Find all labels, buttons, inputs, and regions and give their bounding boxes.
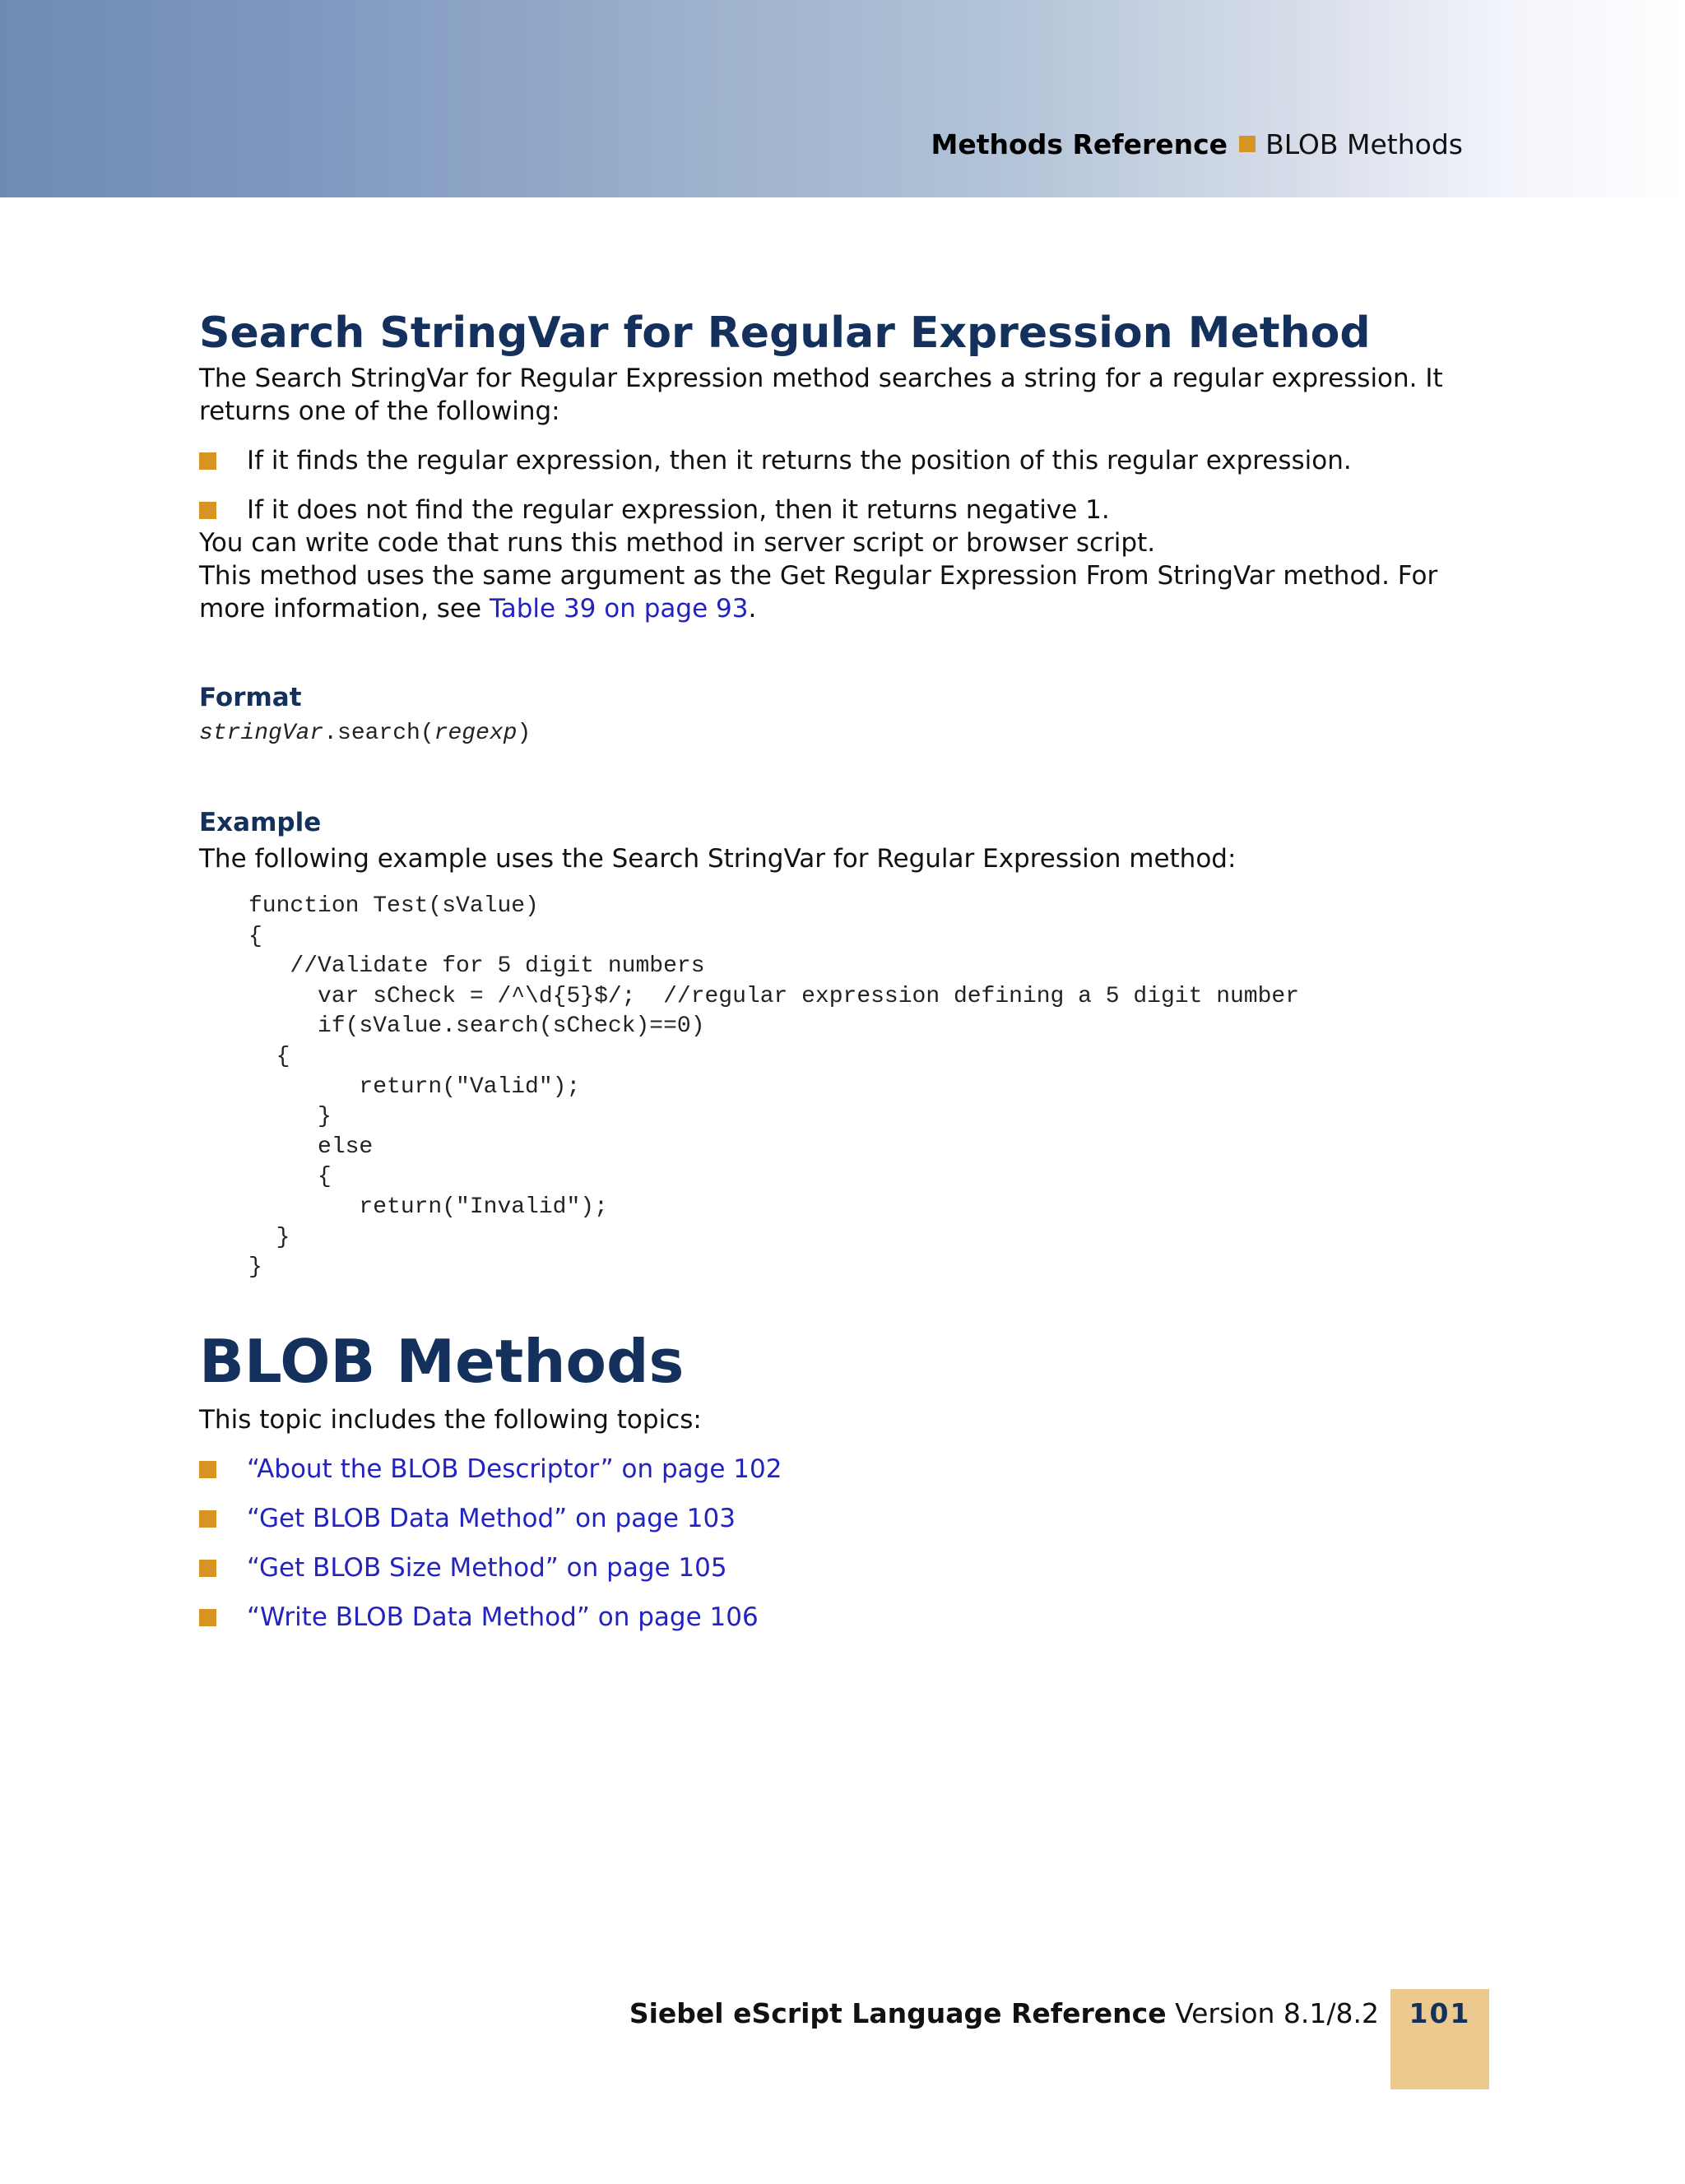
blob-intro: This topic includes the following topics: — [199, 1404, 702, 1435]
format-method: .search( — [323, 721, 434, 746]
page-content — [199, 304, 1499, 1634]
bullet-square-icon — [199, 1609, 216, 1626]
argument-paragraph — [199, 559, 1499, 625]
bullet-square-icon — [199, 502, 216, 519]
bullet-square-icon — [199, 1560, 216, 1577]
bullet-square-icon — [199, 452, 216, 470]
footer-version: Version 8.1/8.2 — [1175, 1997, 1379, 2029]
method-intro: The Search StringVar for Regular Expression method searches a string for a regular expression. It returns one of the following: — [199, 364, 1443, 426]
format-argument: regexp — [434, 721, 518, 746]
table-39-link[interactable]: Table 39 on page 93 — [489, 594, 749, 624]
header-chapter: Methods Reference — [931, 128, 1228, 160]
running-footer — [629, 1996, 1379, 2031]
footer-book-title: Siebel eScript Language Reference — [629, 1997, 1167, 2029]
get-blob-data-link[interactable]: “Get BLOB Data Method” on page 103 — [247, 1503, 736, 1533]
list-item — [199, 444, 1499, 477]
server-script-paragraph: You can write code that runs this method in server script or browser script. — [199, 528, 1156, 558]
list-item-text: If it finds the regular expression, then it returns the position of this regular expression. — [247, 446, 1352, 475]
blob-descriptor-link[interactable]: “About the BLOB Descriptor” on page 102 — [247, 1454, 782, 1484]
page-header-band — [0, 0, 1685, 197]
list-item — [199, 1551, 1499, 1584]
page-number: 101 — [1409, 1997, 1471, 2029]
list-item-text: If it does not find the regular expression, then it returns negative 1. — [247, 495, 1110, 525]
bullet-square-icon — [199, 1510, 216, 1528]
page-number-box — [1390, 1989, 1489, 2089]
list-item — [199, 1453, 1499, 1486]
list-item — [199, 1601, 1499, 1634]
example-heading: Example — [199, 808, 322, 837]
example-code-block: function Test(sValue) { //Validate for 5 digit numbers var sCheck = /^\d{5}$/; //regular expression defining a 5 digit number if(sValue.search(sCheck)==0) { return("Valid"); } else { return("Invalid"); } } — [248, 893, 1300, 1281]
argument-period: . — [748, 594, 757, 624]
list-item — [199, 1502, 1499, 1535]
list-item — [199, 494, 1499, 526]
bullet-square-icon — [199, 1461, 216, 1478]
running-header — [931, 128, 1463, 161]
example-intro: The following example uses the Search StringVar for Regular Expression method: — [199, 844, 1237, 874]
format-heading: Format — [199, 683, 302, 712]
header-separator-square-icon — [1239, 136, 1256, 152]
write-blob-data-link[interactable]: “Write BLOB Data Method” on page 106 — [247, 1602, 759, 1632]
get-blob-size-link[interactable]: “Get BLOB Size Method” on page 105 — [247, 1552, 727, 1583]
blob-topics-list — [199, 1453, 1499, 1634]
method-title: Search StringVar for Regular Expression Method — [199, 308, 1371, 358]
format-syntax — [199, 717, 1499, 750]
return-values-list — [199, 444, 1499, 526]
header-section: BLOB Methods — [1265, 128, 1463, 160]
format-close-paren: ) — [517, 721, 531, 746]
format-object: stringVar — [199, 721, 324, 746]
argument-text: This method uses the same argument as the Get Regular Expression From StringVar method. For more information, see — [199, 561, 1438, 624]
blob-methods-title: BLOB Methods — [199, 1326, 685, 1396]
